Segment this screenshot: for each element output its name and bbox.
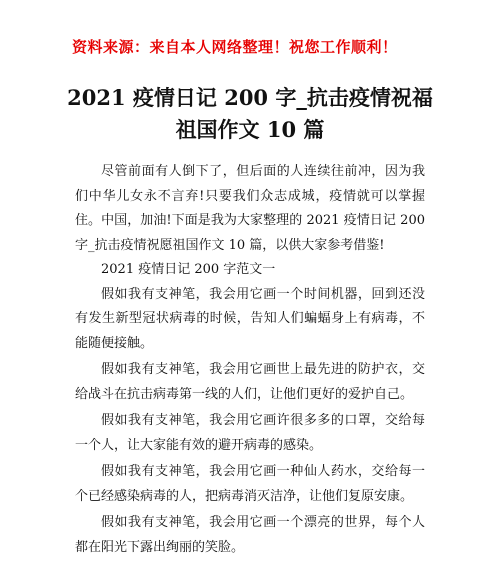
body-paragraph-1: 假如我有支神笔，我会用它画一个时间机器，回到还没有发生新型冠状病毒的时候，告知人们蝙蝠身上有病毒，不能随便接触。 [75,286,425,351]
document-body [75,160,425,560]
body-paragraph-4: 假如我有支神笔，我会用它画一种仙人药水，交给每一个已经感染病毒的人，把病毒消灭洁净，让他们复原安康。 [75,464,425,504]
document-title: 2021 疫情日记 200 字_抗击疫情祝福祖国作文 10 篇 [67,85,433,142]
body-paragraph-2: 假如我有支神笔，我会用它画世上最先进的防护衣，交给战斗在抗击病毒第一线的人们，让他们更好的爱护自己。 [75,362,425,402]
source-notice: 资料来源：来自本人网络整理！祝您工作顺利！ [72,38,398,56]
body-paragraph-3: 假如我有支神笔，我会用它画许很多多的口罩，交给每一个人，让大家能有效的避开病毒的感染。 [75,413,425,453]
intro-paragraph: 尽管前面有人倒下了，但后面的人连续往前冲，因为我们中华儿女永不言弃!只要我们众志成城，疫情就可以掌握住。中国，加油!下面是我为大家整理的 2021 疫情日记 200 字_抗击疫情祝愿祖国作文 10 篇，以供大家参考借鉴! [75,164,425,253]
body-paragraph-5: 假如我有支神笔，我会用它画一个漂亮的世界，每个人都在阳光下露出绚丽的笑脸。 [75,515,425,555]
section-heading: 2021 疫情日记 200 字范文一 [101,262,276,277]
